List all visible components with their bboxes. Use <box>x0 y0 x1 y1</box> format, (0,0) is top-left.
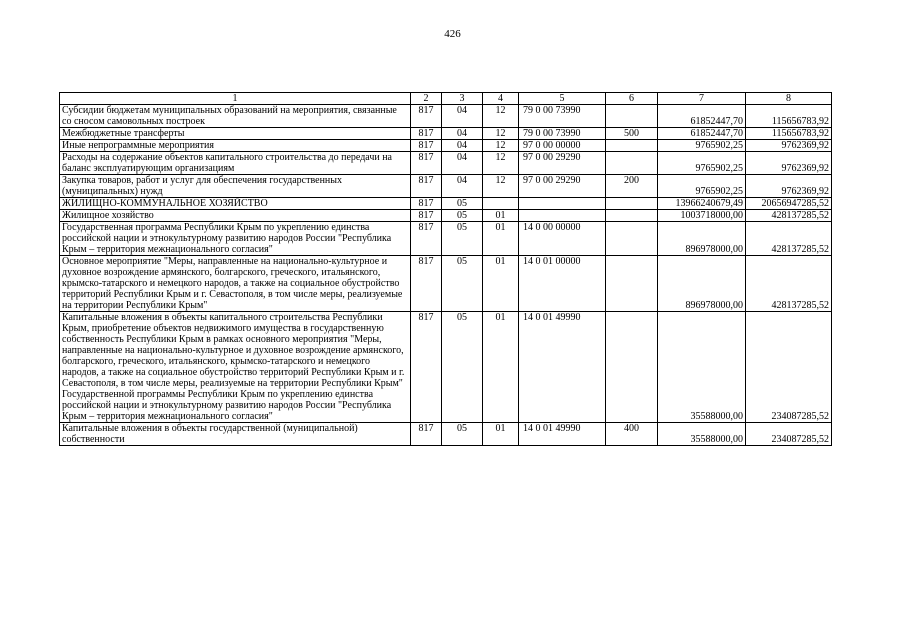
row-rz: 05 <box>442 312 483 423</box>
row-pr: 01 <box>483 210 519 222</box>
row-sum1: 9765902,25 <box>658 152 746 175</box>
row-csr: 97 0 00 29290 <box>519 175 606 198</box>
table-row <box>60 222 832 256</box>
table-row <box>60 210 832 222</box>
header-cell-csr: 5 <box>519 93 606 105</box>
row-name: ЖИЛИЩНО-КОММУНАЛЬНОЕ ХОЗЯЙСТВО <box>60 198 411 210</box>
row-name: Государственная программа Республики Крым по укреплению единства российской нации и этнокультурному развитию народов России "Республика Крым – территория межнационального согласия" <box>60 222 411 256</box>
row-sum1: 61852447,70 <box>658 105 746 128</box>
row-pr: 01 <box>483 312 519 423</box>
row-pr: 12 <box>483 175 519 198</box>
row-sum2: 9762369,92 <box>746 152 832 175</box>
row-name: Закупка товаров, работ и услуг для обеспечения государственных (муниципальных) нужд <box>60 175 411 198</box>
row-name: Иные непрограммные мероприятия <box>60 140 411 152</box>
row-vr <box>606 105 658 128</box>
row-pr: 12 <box>483 140 519 152</box>
row-rz: 05 <box>442 423 483 446</box>
row-rz: 04 <box>442 175 483 198</box>
page-number: 426 <box>444 28 461 40</box>
row-ved: 817 <box>411 175 442 198</box>
table-row <box>60 105 832 128</box>
row-pr: 12 <box>483 128 519 140</box>
row-vr: 200 <box>606 175 658 198</box>
row-sum1: 896978000,00 <box>658 222 746 256</box>
budget-table <box>59 92 832 446</box>
row-rz: 05 <box>442 256 483 312</box>
table-row <box>60 256 832 312</box>
row-csr: 14 0 01 00000 <box>519 256 606 312</box>
row-ved: 817 <box>411 140 442 152</box>
row-csr: 14 0 01 49990 <box>519 312 606 423</box>
row-vr: 400 <box>606 423 658 446</box>
row-rz: 05 <box>442 222 483 256</box>
row-ved: 817 <box>411 423 442 446</box>
row-name: Расходы на содержание объектов капитального строительства до передачи на баланс эксплуатирующим организациям <box>60 152 411 175</box>
row-rz: 04 <box>442 140 483 152</box>
row-ved: 817 <box>411 222 442 256</box>
row-sum1: 35588000,00 <box>658 312 746 423</box>
row-name: Капитальные вложения в объекты капитального строительства Республики Крым, приобретение объектов недвижимого имущества в государственную собственность Республики Крым в рамках основного мероприятия "Меры, направленные на национально-культурное и духовное возрождение армянского, болгарского, греческого, итальянского, крымско-татарского и немецкого народов, а также на социальное обустройство территорий Республики Крым и г. Севастополя, в том числе меры, реализуемые на территории Республики Крым" Государственной программы Республики Крым по укреплению единства российской нации и этнокультурному развитию народов России "Республика Крым – территория межнационального согласия" <box>60 312 411 423</box>
row-ved: 817 <box>411 256 442 312</box>
row-rz: 04 <box>442 128 483 140</box>
header-cell-ved: 2 <box>411 93 442 105</box>
header-cell-vr: 6 <box>606 93 658 105</box>
header-cell-sum2: 8 <box>746 93 832 105</box>
row-csr <box>519 210 606 222</box>
row-name: Капитальные вложения в объекты государственной (муниципальной) собственности <box>60 423 411 446</box>
row-name: Основное мероприятие "Меры, направленные на национально-культурное и духовное возрождение армянского, болгарского, греческого, итальянского, крымско-татарского и немецкого народов, а также на социальное обустройство территорий Республики Крым и г. Севастополя, в том числе меры, реализуемые на территории Республики Крым" <box>60 256 411 312</box>
row-sum2: 9762369,92 <box>746 140 832 152</box>
header-cell-pr: 4 <box>483 93 519 105</box>
row-name: Межбюджетные трансферты <box>60 128 411 140</box>
row-sum2: 428137285,52 <box>746 222 832 256</box>
row-csr: 14 0 01 49990 <box>519 423 606 446</box>
row-csr: 97 0 00 29290 <box>519 152 606 175</box>
row-sum2: 115656783,92 <box>746 128 832 140</box>
header-row <box>60 93 832 105</box>
table-row <box>60 152 832 175</box>
row-rz: 05 <box>442 198 483 210</box>
table-row <box>60 140 832 152</box>
table-row <box>60 423 832 446</box>
row-csr: 14 0 00 00000 <box>519 222 606 256</box>
header-cell-name: 1 <box>60 93 411 105</box>
table-body <box>60 105 832 446</box>
row-sum2: 428137285,52 <box>746 256 832 312</box>
row-vr <box>606 140 658 152</box>
table-row <box>60 312 832 423</box>
row-vr <box>606 152 658 175</box>
row-vr <box>606 198 658 210</box>
row-sum1: 9765902,25 <box>658 175 746 198</box>
table-header <box>60 93 832 105</box>
row-ved: 817 <box>411 210 442 222</box>
row-rz: 04 <box>442 105 483 128</box>
row-rz: 05 <box>442 210 483 222</box>
row-pr <box>483 198 519 210</box>
header-cell-rz: 3 <box>442 93 483 105</box>
row-pr: 01 <box>483 256 519 312</box>
row-ved: 817 <box>411 128 442 140</box>
header-cell-sum1: 7 <box>658 93 746 105</box>
row-vr: 500 <box>606 128 658 140</box>
row-pr: 01 <box>483 423 519 446</box>
row-csr: 97 0 00 00000 <box>519 140 606 152</box>
row-sum1: 13966240679,49 <box>658 198 746 210</box>
row-pr: 12 <box>483 152 519 175</box>
table-row <box>60 175 832 198</box>
row-sum2: 234087285,52 <box>746 423 832 446</box>
row-sum1: 896978000,00 <box>658 256 746 312</box>
row-ved: 817 <box>411 152 442 175</box>
row-csr <box>519 198 606 210</box>
row-pr: 12 <box>483 105 519 128</box>
row-sum2: 115656783,92 <box>746 105 832 128</box>
row-name: Жилищное хозяйство <box>60 210 411 222</box>
row-ved: 817 <box>411 105 442 128</box>
row-sum1: 61852447,70 <box>658 128 746 140</box>
row-vr <box>606 222 658 256</box>
row-sum1: 9765902,25 <box>658 140 746 152</box>
row-sum1: 35588000,00 <box>658 423 746 446</box>
row-csr: 79 0 00 73990 <box>519 128 606 140</box>
table-row <box>60 128 832 140</box>
row-sum1: 1003718000,00 <box>658 210 746 222</box>
row-ved: 817 <box>411 198 442 210</box>
table-row <box>60 198 832 210</box>
row-ved: 817 <box>411 312 442 423</box>
row-sum2: 234087285,52 <box>746 312 832 423</box>
row-vr <box>606 256 658 312</box>
row-name: Субсидии бюджетам муниципальных образований на мероприятия, связанные со сносом самовольных построек <box>60 105 411 128</box>
row-pr: 01 <box>483 222 519 256</box>
row-csr: 79 0 00 73990 <box>519 105 606 128</box>
row-sum2: 9762369,92 <box>746 175 832 198</box>
row-vr <box>606 312 658 423</box>
row-sum2: 428137285,52 <box>746 210 832 222</box>
row-sum2: 20656947285,52 <box>746 198 832 210</box>
row-vr <box>606 210 658 222</box>
row-rz: 04 <box>442 152 483 175</box>
